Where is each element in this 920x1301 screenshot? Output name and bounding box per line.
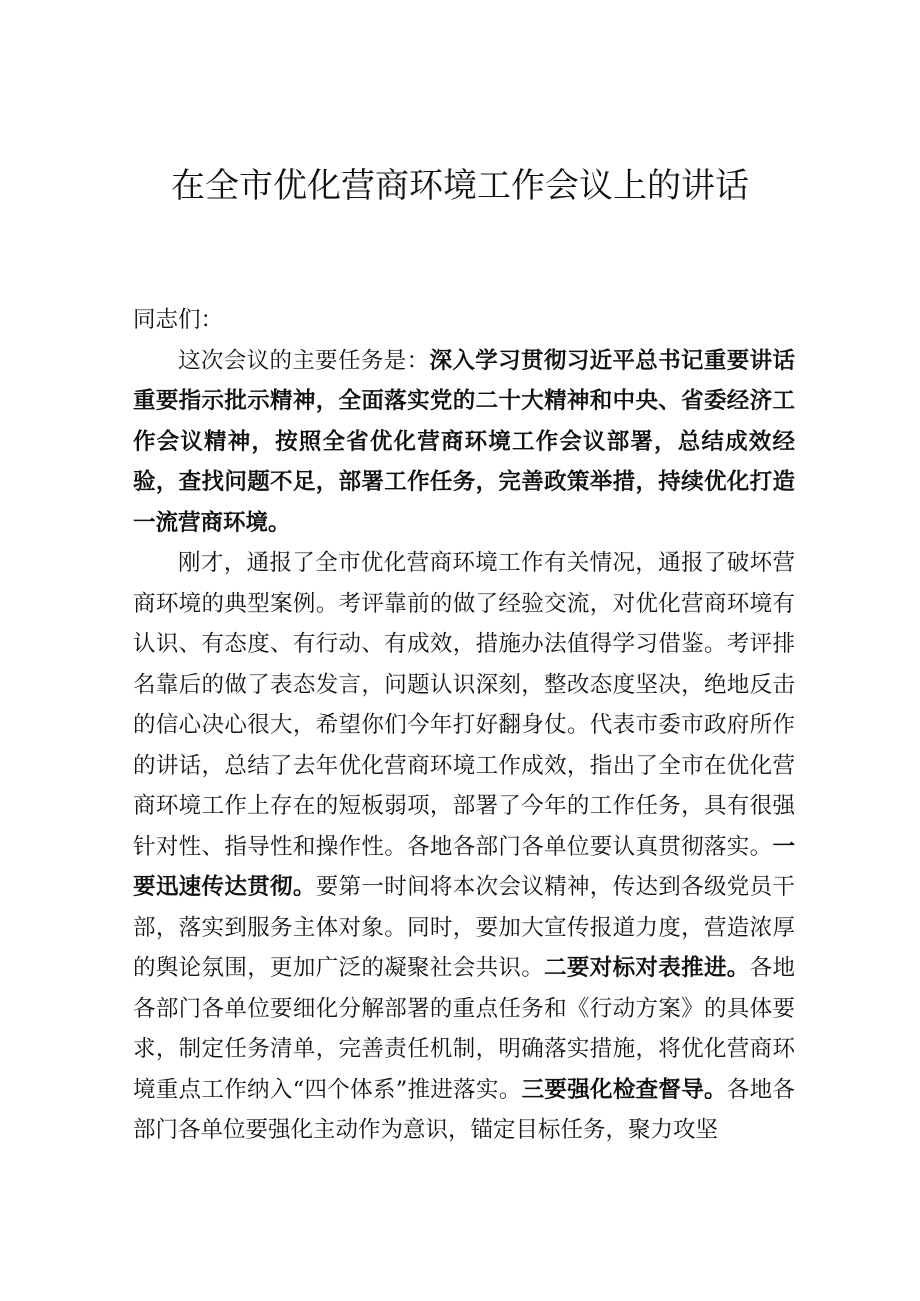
document-body <box>133 300 795 1151</box>
requirement-3-heading: 三要强化检查督导。 <box>521 1076 727 1103</box>
requirement-2-heading: 二要对标对表推进。 <box>544 955 750 981</box>
paragraph-summary-requirements <box>133 543 795 1151</box>
requirement-2-text: 各地各部门各单位要细化分解部署的重点任务和《行动方案》的具体要求，制定任务清单，完善责任机制，明确落实措施，将优化营商环境重点工作纳入“四个体系”推进落实。 <box>133 955 795 1103</box>
requirement-1-heading: 一要迅速传达贯彻。 <box>133 833 795 900</box>
paragraph-lead: 这次会议的主要任务是： <box>178 347 430 374</box>
summary-text: 刚才，通报了全市优化营商环境工作有关情况，通报了破坏营商环境的典型案例。考评靠前的做了经验交流，对优化营商环境有认识、有态度、有行动、有成效，措施办法值得学习借鉴。考评排名靠后的做了表态发言，问题认识深刻，整改态度坚决，绝地反击的信心决心很大，希望你们今年打好翻身仗。代表市委市政府所作的讲话，总结了去年优化营商环境工作成效，指出了全市在优化营商环境工作上存在的短板弱项，部署了今年的工作任务，具有很强针对性、指导性和操作性。各地各部门各单位要认真贯彻落实。 <box>133 550 795 860</box>
meeting-tasks-emphasis: 深入学习贯彻习近平总书记重要讲话重要指示批示精神，全面落实党的二十大精神和中央、省委经济工作会议精神，按照全省优化营商环境工作会议部署，总结成效经验，查找问题不足，部署工作任务，完善政策举措，持续优化打造一流营商环境。 <box>133 347 795 536</box>
requirement-3-text: 各地各部门各单位要强化主动作为意识，锚定目标任务，聚力攻坚 <box>133 1076 795 1143</box>
salutation: 同志们： <box>133 307 224 333</box>
document-title: 在全市优化营商环境工作会议上的讲话 <box>171 166 749 206</box>
requirement-1-text: 要第一时间将本次会议精神，传达到各级党员干部，落实到服务主体对象。同时，要加大宣传报道力度，营造浓厚的舆论氛围，更加广泛的凝聚社会共识。 <box>133 874 795 981</box>
paragraph-meeting-tasks <box>133 341 795 544</box>
